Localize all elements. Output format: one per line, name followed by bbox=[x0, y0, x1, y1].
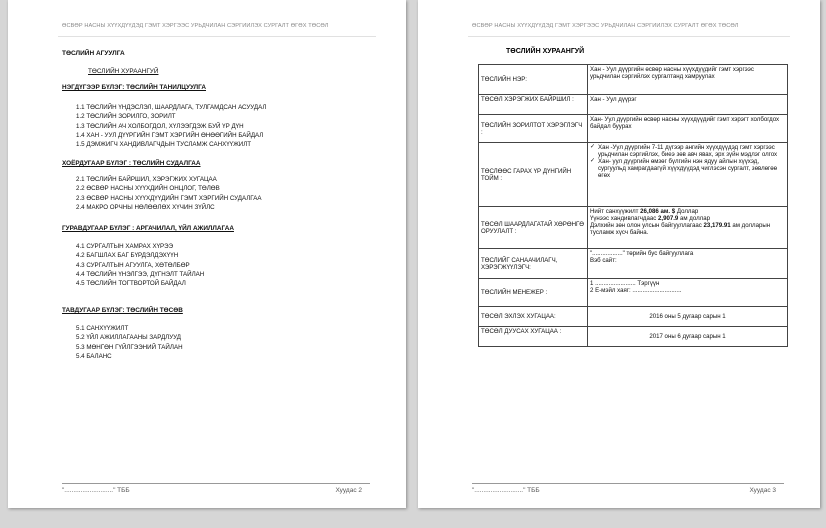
table-row bbox=[479, 327, 788, 347]
footer-org: "..........................." ТББ bbox=[62, 487, 130, 494]
toc-item: 2.2 ӨСВӨР НАСНЫ ХҮҮХДИЙН ОНЦЛОГ, ТӨЛӨВ bbox=[76, 185, 220, 193]
toc-item: 5.2 ҮЙЛ АЖИЛЛАГААНЫ ЗАРДЛУУД bbox=[76, 334, 181, 342]
toc-item: 2.4 МАКРО ОРЧНЫ НӨЛӨӨЛӨХ ХҮЧИН ЗҮЙЛС bbox=[76, 203, 215, 211]
toc-section-list bbox=[76, 324, 183, 361]
toc-item: 1.1 ТӨСЛИЙН ҮНДЭСЛЭЛ, ШААРДЛАГА, ТУЛГАМДСАН АСУУДАЛ bbox=[76, 104, 267, 111]
check-item: ✓ Хан- уул дүүргийн өмзөг бүлгийн нэн ядуу айлын хүүхэд, сургуульд хамрагдаагүй хүүхдүүдэд чиглэсэн сургалт, зөвлөгөө өгөх bbox=[590, 158, 785, 179]
row-value bbox=[588, 207, 788, 249]
toc-item: 5.3 МӨНГӨН ГҮЙЛГЭЭНИЙ ТАЙЛАН bbox=[76, 343, 183, 351]
initiator-website: Вэб сайт: bbox=[590, 257, 617, 264]
row-label: ТӨСЛИЙН МЕНЕЖЕР : bbox=[479, 279, 588, 307]
row-label: ТӨСЛӨӨС ГАРАХ ҮР ДҮНГИЙН ТОЙМ : bbox=[479, 143, 588, 207]
toc-section-heading: ХОЁРДУГААР БҮЛЭГ : ТӨСЛИЙН СУДАЛГАА bbox=[62, 160, 201, 167]
toc-item: 4.5 ТӨСЛИЙН ТОГТВОРТОЙ БАЙДАЛ bbox=[76, 280, 186, 288]
table-row bbox=[479, 143, 788, 207]
table-row bbox=[479, 95, 788, 115]
toc-item: 1.4 ХАН - УУЛ ДҮҮРГИЙН ГЭМТ ХЭРГИЙН ӨНӨӨГИЙН БАЙДАЛ bbox=[76, 131, 264, 139]
row-value bbox=[588, 249, 788, 279]
header-divider bbox=[58, 36, 376, 37]
check-item: ✓ Хан -Уул дүүргийн 7-11 дүгээр ангийн хүүхдүүдэд гэмт хэргээс урьдчилан сэргийлэх, биеэ зөв авч явах, эрх зүйн мэдлэг олгох bbox=[590, 144, 785, 158]
row-label: ТӨСӨЛ ЭХЛЭХ ХУГАЦАА: bbox=[479, 307, 588, 327]
manager-email: 2 Е-мэйл хаяг: ............................. bbox=[590, 287, 682, 294]
table-row bbox=[479, 249, 788, 279]
toc-subtitle: ТӨСЛИЙН ХУРААНГУЙ bbox=[88, 68, 159, 75]
toc-section-heading: НЭГДҮГЭЭР БҮЛЭГ: ТӨСЛИЙН ТАНИЛЦУУЛГА bbox=[62, 84, 206, 91]
toc-item: 4.1 СУРГАЛТЫН ХАМРАХ ХҮРЭЭ bbox=[76, 243, 174, 250]
row-value: 2016 оны 5 дугаар сарын 1 bbox=[588, 307, 788, 327]
funding-total: Нийт санхүүжилт 26,086 ам. $ Доллар bbox=[590, 208, 699, 215]
table-row bbox=[479, 279, 788, 307]
toc-item: 2.1 ТӨСЛИЙН БАЙРШИЛ, ХЭРЭГЖИХ ХУГАЦАА bbox=[76, 176, 217, 183]
toc-item: 4.3 СУРГАЛТЫН АГУУЛГА, ХӨТӨЛБӨР bbox=[76, 261, 190, 269]
header-divider bbox=[468, 36, 790, 37]
manager-name: 1 ........................ Тэргүүн bbox=[590, 280, 660, 287]
toc-item: 1.5 ДЭМЖИГЧ ХАНДИВЛАГЧДЫН ТУСЛАМЖ САНХҮҮЖИЛТ bbox=[76, 141, 252, 149]
toc-item: 4.2 БАГШЛАХ БАГ БҮРДЭЛДЭХҮҮН bbox=[76, 252, 179, 260]
toc-item: 5.1 САНХҮҮЖИЛТ bbox=[76, 325, 129, 332]
document-page-right bbox=[418, 0, 820, 508]
row-label: ТӨСӨЛ ХЭРЭГЖИХ БАЙРШИЛ : bbox=[479, 95, 588, 115]
table-row bbox=[479, 65, 788, 95]
document-page-left bbox=[8, 0, 406, 508]
toc-item: 1.3 ТӨСЛИЙН АЧ ХОЛБОГДОЛ, ХҮЛЭЭГДЭЖ БУЙ ҮР ДҮН bbox=[76, 122, 244, 130]
row-value: Хан- Уул дүүргийн өсвөр насны хүүхдүүдийг гэмт хэрэгт холбогдох байдал буурах bbox=[588, 115, 788, 143]
row-value: Хан - Уул дүүрэг bbox=[588, 95, 788, 115]
funding-donors: Үүнээс хандивлагчдаас 2,907.9 ам доллар bbox=[590, 215, 711, 222]
table-row bbox=[479, 115, 788, 143]
summary-table bbox=[478, 64, 788, 347]
page-header: ӨСВӨР НАСНЫ ХҮҮХДҮҮДЭД ГЭМТ ХЭРГЭЭС УРЬДЧИЛАН СЭРГИЙЛЭХ СУРГАЛТ ӨГӨХ ТӨСӨЛ bbox=[62, 23, 329, 29]
row-label: ТӨСӨЛ ДУУСАХ ХУГАЦАА : bbox=[479, 327, 588, 347]
toc-section-list bbox=[76, 175, 261, 212]
toc-section-heading: ТАВДУГААР БҮЛЭГ: ТӨСЛИЙН ТӨСӨВ bbox=[62, 307, 183, 314]
row-label: ТӨСЛИЙН ЗОРИЛТОТ ХЭРЭГЛЭГЧ : bbox=[479, 115, 588, 143]
table-row bbox=[479, 207, 788, 249]
row-value: 2017 оны 6 дугаар сарын 1 bbox=[588, 327, 788, 347]
summary-title: ТӨСЛИЙН ХУРААНГУЙ bbox=[506, 48, 585, 55]
row-label: ТӨСӨЛ ШААРДЛАГАТАЙ ХӨРӨНГӨ ОРУУЛАЛТ : bbox=[479, 207, 588, 249]
toc-title: ТӨСЛИЙН АГУУЛГА bbox=[62, 50, 125, 57]
toc-section-list bbox=[76, 242, 204, 288]
toc-section-list bbox=[76, 103, 266, 149]
row-value bbox=[588, 143, 788, 207]
toc-item: 4.4 ТӨСЛИЙН ҮНЭЛГЭЭ, ДҮГНЭЛТ ТАЙЛАН bbox=[76, 270, 205, 278]
footer-divider bbox=[472, 483, 784, 484]
footer-divider bbox=[62, 483, 370, 484]
toc-section-heading: ГУРАВДУГААР БҮЛЭГ : АРГАЧИЛАЛ, ҮЙЛ АЖИЛЛАГАА bbox=[62, 225, 234, 232]
row-value: Хан - Уул дүүргийн өсвөр насны хүүхдүүдийг гэмт хэргээс урьдчилан сэргийлэх сургалтанд хамруулах bbox=[588, 65, 788, 95]
page-header: ӨСВӨР НАСНЫ ХҮҮХДҮҮДЭД ГЭМТ ХЭРГЭЭС УРЬДЧИЛАН СЭРГИЙЛЭХ СУРГАЛТ ӨГӨХ ТӨСӨЛ bbox=[472, 23, 739, 29]
page-number: Хуудас 2 bbox=[335, 487, 362, 494]
row-label: ТӨСЛИЙН НЭР: bbox=[479, 65, 588, 95]
row-label: ТӨСЛИЙГ САНААЧИЛАГЧ, ХЭРЭГЖҮҮЛЭГЧ: bbox=[479, 249, 588, 279]
toc-item: 2.3 ӨСВӨР НАСНЫ ХҮҮХДҮҮДИЙН ГЭМТ ХЭРГИЙН СУДАЛГАА bbox=[76, 194, 262, 202]
page-number: Хуудас 3 bbox=[749, 487, 776, 494]
table-row bbox=[479, 307, 788, 327]
footer-org: "..........................." ТББ bbox=[472, 487, 540, 494]
funding-wv: Дэлхийн зөн олон улсын байгууллагаас 23,179.91 ам долларын тусламж хүсч байна. bbox=[590, 222, 771, 236]
toc-item: 1.2 ТӨСЛИЙН ЗОРИЛГО, ЗОРИЛТ bbox=[76, 113, 176, 121]
row-value bbox=[588, 279, 788, 307]
toc-item: 5.4 БАЛАНС bbox=[76, 352, 112, 360]
initiator-name: ".................." төрийн бус байгууллага bbox=[590, 250, 694, 257]
